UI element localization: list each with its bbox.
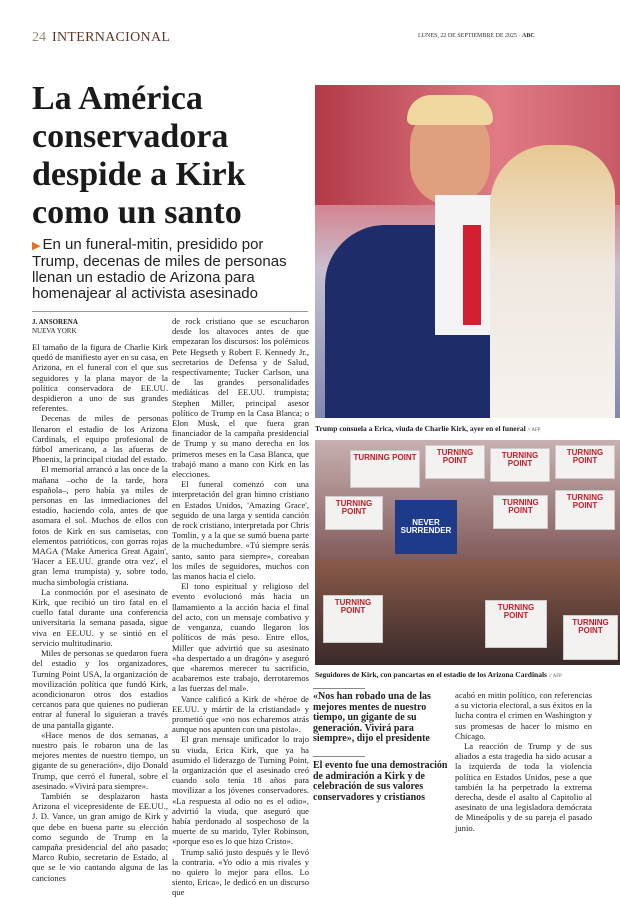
paragraph: El funeral comenzó con una interpretación del gran himno cristiano en Estados Unidos, 'Amazing Grace', seguido de una larga y sentida canción de rock cristiano, interpretada por Chris Tomlin, y a la que se sumó buena parte de la muchedumbre. «Tú siempre serás santo, santo para siempre», coreaban los miles de seguidores, muchos con las manos hacia el cielo. bbox=[172, 479, 309, 582]
sign: TURNING POINT bbox=[563, 615, 618, 660]
sign: TURNING POINT bbox=[555, 490, 615, 530]
article-column-4 bbox=[455, 690, 592, 833]
photo-credit: // AFP bbox=[548, 674, 562, 679]
article-column-1 bbox=[32, 342, 168, 883]
sign: TURNING POINT bbox=[555, 445, 615, 479]
sign-never-surrender: NEVER SURRENDER bbox=[395, 500, 457, 554]
paragraph: El tamaño de la figura de Charlie Kirk quedó de manifiesto ayer en su casa, en Arizona, en el funeral con el que sus seguidores y la plana mayor de la política conservadora de EE.UU. despidieron a uno de sus grandes referentes. bbox=[32, 342, 169, 414]
subheadline-text: En un funeral-mitin, presidido por Trump, decenas de miles de personas llenan un estadio de Arizona para homenajear al activista asesinado bbox=[32, 236, 287, 302]
section-title: INTERNACIONAL bbox=[52, 30, 171, 45]
sign: TURNING POINT bbox=[425, 445, 485, 479]
divider bbox=[32, 311, 308, 312]
photo-caption-2 bbox=[315, 670, 562, 681]
sign: TURNING POINT bbox=[490, 448, 550, 482]
headline: La América conservadora despide a Kirk como un santo bbox=[32, 80, 246, 231]
paragraph: El gran mensaje unificador lo trajo su viuda, Erica Kirk, que ya ha asumido el liderazgo de Turning Point, la organización que el asesinado creó cuando solo tenía 18 años para movilizar a los jóvenes conservadores. «La respuesta al odio no es el odio», advirtió la viuda, que aseguró que había perdonado al sospechoso de la muerte de su marido, Tyler Robinson, «porque eso es lo que hizo Cristo». bbox=[172, 734, 309, 847]
pull-quote: El evento fue una demostración de admiración a Kirk y de celebración de sus valores conservadores y cristianos bbox=[313, 760, 448, 803]
paragraph: La reacción de Trump y de sus aliados a esta tragedia ha sido acusar a la izquierda de toda la violencia política en Estados Unidos, pese a que también la ha perpetrado la extrema derecha, desde el asalto al Capitolio al asesinato de una legisladora demócrata de Mineápolis y de su pareja el pasado junio. bbox=[455, 741, 592, 833]
sign: TURNING POINT bbox=[493, 495, 548, 529]
publication-name: ABC bbox=[522, 33, 535, 39]
paragraph: También se desplazaron hasta Arizona el vicepresidente de EE.UU., J. D. Vance, un gran amigo de Kirk y que debe en buena parte su elección como segundo de Trump en la campaña presidencial del año pasado; Marco Rubio, secretario de Estado, al que se le vio cantando alguna de las canciones bbox=[32, 790, 168, 883]
sign: TURNING POINT bbox=[485, 600, 547, 648]
quote-divider bbox=[313, 756, 365, 757]
paragraph: Decenas de miles de personas llenaron el estadio de los Arizona Cardinals, el equipo profesional de fútbol americano, a las afueras de Phoenix, la principal ciudad del estado. bbox=[32, 413, 168, 465]
date: LUNES, 22 DE SEPTIEMBRE DE 2025 bbox=[418, 33, 517, 39]
article-column-2 bbox=[172, 316, 309, 898]
issue-date: LUNES, 22 DE SEPTIEMBRE DE 2025 · ABC bbox=[418, 33, 535, 39]
pull-quote: «Nos han robado una de las mejores mentes de nuestro tiempo, un gigante de su generación. Vivirá para siempre», dijo el presidente bbox=[313, 691, 431, 744]
caption-text: Trump consuela a Erica, viuda de Charlie Kirk, ayer en el funeral bbox=[315, 424, 526, 433]
paragraph: El tono espiritual y religioso del evento evolucionó más hacia un llamamiento a la acción hacia el final del acto, con un mensaje combativo y de venganza, cuando llegaron los políticos de más peso. Entre ellos, Miller que advirtió que su asesinato «ha despertado a un dragón» y aseguró que «haremos merecer tu sacrificio, acabaremos este trabajo, derrotaremos a las fuerzas del mal». bbox=[172, 581, 309, 694]
sign: TURNING POINT bbox=[350, 450, 420, 488]
paragraph: Miles de personas se quedaron fuera del estadio y los organizadores, Turning Point USA, la organización de movilización política que fundó Kirk, acondicionaron otros dos estadios cercanos para que quienes no pudieran entrar al funeral lo siguieran a través de una pantalla gigante. bbox=[32, 648, 168, 730]
paragraph: «Hace menos de dos semanas, a nuestro país le robaron una de las mejores mentes de nuestro tiempo, un gigante de su generación», dijo Donald Trump, que cerró el funeral, sobre el asesinado. «Vivirá para siempre». bbox=[32, 729, 168, 791]
paragraph: Vance calificó a Kirk de «héroe de EE.UU. y mártir de la cristiandad» y prometió que «no nos echaremos atrás aunque nos apunten con una pistola». bbox=[172, 693, 309, 735]
paragraph: acabó en mitin político, con referencias a su victoria electoral, a sus éxitos en la lucha contra el crimen en Washington y sus promesas de hacer lo mismo en Chicago. bbox=[455, 690, 592, 741]
subheadline bbox=[32, 237, 312, 302]
photo-caption-1 bbox=[315, 424, 541, 435]
quote-divider bbox=[313, 688, 365, 689]
sign: TURNING POINT bbox=[325, 496, 383, 530]
caption-text: Seguidores de Kirk, con pancartas en el estadio de los Arizona Cardinals bbox=[315, 670, 547, 679]
author: J. ANSORENA bbox=[32, 318, 78, 326]
paragraph: La conmoción por el asesinato de Kirk, que recibió un tiro fatal en el cuello fatal durante una conferencia universitaria la semana pasada, sigue viva en EE.UU. y se sintió en el servicio multitudinario. bbox=[32, 586, 168, 648]
photo-supporters bbox=[315, 440, 620, 665]
paragraph: El memorial arrancó a las once de la mañana –ocho de la tarde, hora española–, pero había ya miles de personas en las inmediaciones del estadio, haciendo cola, antes de que asomara el sol. Muchos de ellos con fotos de Kirk en sus camisetas, con elementos patrióticos, con gorras rojas MAGA ('Make America Great Again', 'Hacer a EE.UU. grande otra vez', el gran lema trumpista) y, sobre todo, mucha simbología cristiana. bbox=[32, 464, 168, 587]
page-number: 24 bbox=[32, 30, 46, 45]
byline bbox=[32, 318, 78, 336]
photo-credit: // AFP bbox=[527, 428, 541, 433]
sign: TURNING POINT bbox=[323, 595, 383, 643]
location: NUEVA YORK bbox=[32, 327, 77, 335]
paragraph: de rock cristiano que se escucharon desde los altavoces antes de que empezaran los discursos: los polémicos Pete Hegseth y Robert F. Kennedy Jr., secretarios de Defensa y de Salud, respectivamente; Tucker Carlson, una de las grandes personalidades mediáticas del EE.UU. trumpista; Stephen Miller, principal asesor político de Trump en la Casa Blanca; o Elon Musk, el que fuera gran financiador de la campaña presidencial de Trump y su mano derecha en los primeros meses en la Casa Blanca, que trabajó mano a mano con Kirk en las elecciones. bbox=[172, 316, 309, 480]
triangle-bullet-icon: ▶ bbox=[32, 240, 41, 252]
photo-trump-erica bbox=[315, 85, 620, 418]
paragraph: Trump salió justo después y le llevó la contraria. «Yo odio a mis rivales y no quiero lo mejor para ellos. Lo siento, Erica», le dedicó en un discurso que bbox=[172, 846, 309, 898]
